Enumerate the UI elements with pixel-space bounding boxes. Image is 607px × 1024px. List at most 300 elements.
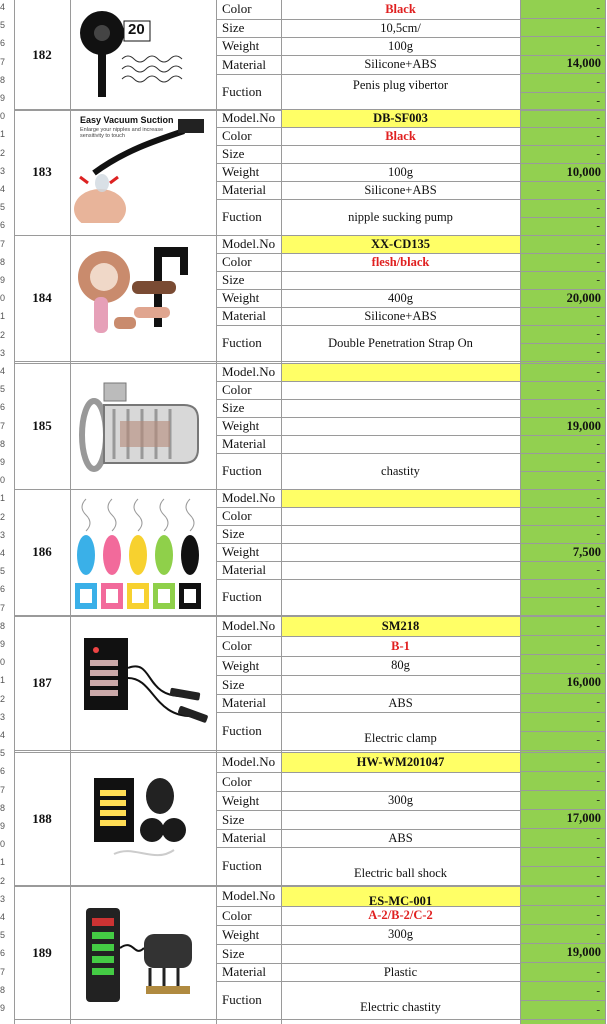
attribute-label: Model.No: [222, 110, 276, 125]
row-number: 8: [0, 74, 6, 85]
price-value: 10,000: [566, 164, 601, 179]
row-number: 1: [0, 857, 6, 868]
grid-line: [520, 597, 605, 598]
attribute-value: [281, 381, 520, 399]
price-placeholder-dash: -: [596, 94, 600, 107]
price-value: 14,000: [566, 56, 601, 71]
price-placeholder-dash: -: [596, 927, 600, 940]
product-image: [74, 888, 212, 1017]
product-image: [74, 754, 212, 883]
grid-line: [70, 0, 71, 1024]
grid-line: [520, 654, 605, 655]
price-placeholder-dash: -: [596, 274, 600, 286]
attribute-label: Color: [222, 907, 252, 923]
grid-line: [520, 981, 605, 982]
price-placeholder-dash: -: [596, 889, 600, 902]
grid-line: [216, 675, 520, 676]
grid-line: [216, 55, 520, 56]
grid-line: [14, 750, 605, 751]
grid-line: [216, 127, 520, 128]
attribute-label: Material: [222, 308, 267, 323]
attribute-value: Electric ball shock: [353, 866, 448, 880]
row-number: 3: [0, 529, 6, 540]
attribute-label: Size: [222, 676, 245, 692]
row-number: 2: [0, 511, 6, 522]
grid-line: [520, 435, 605, 436]
attribute-value: [281, 810, 520, 829]
attribute-label: Size: [222, 526, 245, 541]
attribute-value: 10,5cm/: [380, 20, 421, 35]
grid-line: [281, 0, 282, 1024]
grid-line: [216, 453, 520, 454]
row-number: 6: [0, 220, 6, 231]
grid-line: [520, 866, 605, 867]
attribute-label: Weight: [222, 792, 260, 808]
attribute-label: Color: [222, 382, 252, 397]
row-number: 7: [0, 784, 6, 795]
attribute-value: Penis plug vibertor: [352, 78, 449, 92]
grid-line: [520, 471, 605, 472]
grid-line: [520, 381, 605, 382]
price-placeholder-dash: -: [596, 1003, 600, 1016]
grid-line: [520, 343, 605, 344]
attribute-value: 100g: [388, 164, 413, 179]
product-number: 186: [32, 544, 52, 559]
price-placeholder-dash: -: [596, 148, 600, 160]
attribute-value: [281, 772, 520, 791]
attribute-value: [281, 579, 520, 615]
grid-line: [216, 579, 520, 580]
attribute-label: Size: [222, 945, 245, 961]
attribute-value: [281, 399, 520, 417]
row-number: 0: [0, 475, 6, 486]
attribute-value: 80g: [391, 658, 410, 672]
price-placeholder-dash: -: [596, 774, 600, 787]
attribute-value: ABS: [388, 830, 413, 845]
row-number: 9: [0, 639, 6, 649]
price-placeholder-dash: -: [596, 619, 600, 632]
grid-line: [14, 235, 605, 236]
image-caption: 20: [128, 21, 145, 38]
attribute-label: Fuction: [222, 858, 262, 873]
attribute-label: Weight: [222, 926, 260, 942]
row-number: 2: [0, 329, 6, 340]
grid-line: [520, 543, 605, 544]
product-number: 183: [32, 164, 52, 179]
attribute-label: Model.No: [222, 888, 276, 903]
grid-line: [520, 145, 605, 146]
attribute-label: Material: [222, 562, 267, 577]
price-placeholder-dash: -: [596, 638, 600, 651]
attribute-value: [281, 271, 520, 289]
attribute-value: [281, 435, 520, 453]
attribute-value: [281, 561, 520, 579]
row-number: 2: [0, 875, 6, 886]
grid-line: [216, 906, 520, 907]
price-placeholder-dash: -: [596, 908, 600, 921]
attribute-label: Size: [222, 146, 245, 161]
attribute-label: Fuction: [222, 589, 262, 604]
product-number: 189: [32, 944, 52, 960]
grid-line: [14, 886, 605, 887]
attribute-value: [281, 543, 520, 561]
row-number: 6: [0, 402, 6, 413]
attribute-label: Fuction: [222, 84, 262, 99]
product-image: [74, 491, 212, 613]
image-caption: Easy Vacuum Suction: [80, 115, 174, 125]
grid-line: [216, 0, 217, 1024]
price-placeholder-dash: -: [596, 2, 600, 15]
attribute-label: Weight: [222, 544, 260, 559]
grid-line: [520, 0, 521, 1024]
grid-line: [14, 361, 605, 362]
product-number: 188: [32, 810, 52, 826]
price-placeholder-dash: -: [596, 600, 600, 612]
grid-line: [216, 981, 520, 982]
grid-line: [520, 73, 605, 74]
strap-on-icon: [74, 237, 212, 359]
row-number: 7: [0, 420, 6, 431]
grid-line: [216, 381, 520, 382]
attribute-value: [281, 489, 520, 507]
grid-line: [520, 507, 605, 508]
price-placeholder-dash: -: [596, 220, 600, 232]
attribute-label: Color: [222, 508, 252, 523]
row-number: 8: [0, 620, 6, 631]
grid-line: [520, 289, 605, 290]
attribute-label: Color: [222, 128, 252, 143]
row-number: 0: [0, 111, 6, 122]
price-placeholder-dash: -: [596, 696, 600, 709]
row-number: 1: [0, 675, 6, 686]
price-placeholder-dash: -: [596, 510, 600, 522]
product-number: 184: [32, 290, 52, 305]
attribute-value: [281, 417, 520, 435]
grid-line: [520, 217, 605, 218]
price-placeholder-dash: -: [596, 965, 600, 978]
grid-line: [520, 399, 605, 400]
row-number: 5: [0, 384, 6, 395]
attribute-label: Weight: [222, 164, 260, 179]
attribute-value: SM218: [281, 616, 520, 636]
price-placeholder-dash: -: [596, 328, 600, 340]
attribute-value: Black: [385, 128, 416, 143]
attribute-label: Weight: [222, 290, 260, 305]
row-number: 5: [0, 202, 6, 213]
attribute-value: XX-CD135: [281, 235, 520, 253]
price-placeholder-dash: -: [596, 528, 600, 540]
attribute-value: [281, 363, 520, 381]
attribute-label: Color: [222, 254, 252, 269]
attribute-value: Silicone+ABS: [364, 308, 437, 323]
row-number: 8: [0, 802, 6, 813]
attribute-label: Weight: [222, 657, 260, 673]
row-number: 1: [0, 493, 6, 504]
row-number: 8: [0, 984, 6, 995]
attribute-value: 300g: [388, 793, 413, 807]
row-number: 1: [0, 311, 6, 322]
attribute-value: [281, 675, 520, 694]
grid-line: [520, 92, 605, 93]
attribute-label: Color: [222, 1, 252, 16]
grid-line: [520, 673, 605, 674]
attribute-value: Silicone+ABS: [364, 57, 437, 71]
price-placeholder-dash: -: [596, 39, 600, 52]
attribute-label: Material: [222, 964, 267, 979]
price-placeholder-dash: -: [596, 202, 600, 214]
grid-line: [520, 181, 605, 182]
electric-ball-shock-icon: [74, 754, 212, 883]
price-placeholder-dash: -: [596, 657, 600, 670]
price-placeholder-dash: -: [596, 112, 600, 124]
grid-line: [216, 829, 520, 830]
grid-line: [520, 36, 605, 37]
row-number: 0: [0, 839, 6, 850]
grid-line: [216, 712, 520, 713]
price-placeholder-dash: -: [596, 582, 600, 594]
attribute-value: [281, 525, 520, 543]
grid-line: [14, 489, 605, 490]
grid-line: [216, 399, 520, 400]
attribute-label: Model.No: [222, 618, 276, 633]
grid-line: [520, 271, 605, 272]
price-placeholder-dash: -: [596, 346, 600, 358]
price-value: 17,000: [566, 811, 601, 825]
grid-line: [520, 525, 605, 526]
row-number: 7: [0, 602, 6, 613]
price-placeholder-dash: -: [596, 474, 600, 486]
product-number: 187: [32, 675, 52, 690]
attribute-label: Color: [222, 773, 252, 789]
electric-clamp-icon: [74, 618, 212, 743]
row-number: 6: [0, 584, 6, 595]
attribute-value: Electric clamp: [364, 731, 437, 745]
attribute-value: 100g: [388, 38, 413, 53]
attribute-value: ABS: [388, 695, 413, 710]
attribute-label: Model.No: [222, 754, 276, 769]
row-number: 4: [0, 184, 6, 194]
grid-line: [216, 656, 520, 657]
price-value: 20,000: [566, 290, 601, 305]
grid-line: [216, 694, 520, 695]
attribute-label: Material: [222, 436, 267, 451]
attribute-value: Black: [385, 1, 416, 16]
grid-line: [216, 37, 520, 38]
row-number: 8: [0, 438, 6, 449]
price-placeholder-dash: -: [596, 734, 600, 747]
grid-line: [216, 199, 520, 200]
grid-line: [216, 19, 520, 20]
attribute-label: Material: [222, 182, 267, 197]
grid-line: [14, 363, 605, 364]
grid-line: [14, 752, 605, 753]
attribute-label: Color: [222, 638, 252, 653]
grid-line: [520, 828, 605, 829]
attribute-value: A-2/B-2/C-2: [368, 908, 433, 922]
grid-line: [216, 525, 520, 526]
row-number: 1: [0, 129, 6, 140]
grid-line: [216, 944, 520, 945]
price-placeholder-dash: -: [596, 793, 600, 806]
vibrating-eggs-icon: [74, 491, 212, 613]
product-number: 182: [32, 46, 52, 62]
grid-line: [216, 181, 520, 182]
product-image: [74, 111, 212, 233]
attribute-value: [281, 145, 520, 163]
row-number: 9: [0, 821, 6, 831]
grid-line: [520, 771, 605, 772]
grid-line: [520, 847, 605, 848]
grid-line: [520, 127, 605, 128]
product-number: 185: [32, 418, 52, 433]
price-value: 19,000: [566, 945, 601, 959]
attribute-value: 300g: [388, 927, 413, 941]
price-placeholder-dash: -: [596, 310, 600, 322]
row-number: 6: [0, 38, 6, 49]
grid-line: [216, 145, 520, 146]
grid-line: [605, 0, 606, 1024]
grid-line: [216, 325, 520, 326]
row-number: 3: [0, 165, 6, 176]
grid-line: [216, 963, 520, 964]
attribute-value: ES-MC-001: [281, 886, 520, 906]
price-placeholder-dash: -: [596, 438, 600, 450]
grid-line: [520, 325, 605, 326]
row-number: 6: [0, 948, 6, 959]
grid-line: [520, 163, 605, 164]
price-placeholder-dash: -: [596, 184, 600, 196]
grid-line: [14, 0, 15, 1024]
row-number: 8: [0, 256, 6, 267]
attribute-label: Material: [222, 56, 267, 72]
grid-line: [216, 289, 520, 290]
grid-line: [216, 307, 520, 308]
grid-line: [216, 810, 520, 811]
grid-line: [520, 635, 605, 636]
row-number: 0: [0, 657, 6, 668]
grid-line: [216, 636, 520, 637]
row-number: 3: [0, 893, 6, 904]
attribute-value: Plastic: [383, 964, 418, 979]
grid-line: [520, 18, 605, 19]
row-number: 9: [0, 1003, 6, 1013]
attribute-value: HW-WM201047: [281, 752, 520, 772]
price-placeholder-dash: -: [596, 984, 600, 997]
image-subcaption: Enlarge your nipples and increase sensitivity to touch: [80, 127, 164, 139]
grid-line: [216, 507, 520, 508]
grid-line: [520, 453, 605, 454]
price-placeholder-dash: -: [596, 76, 600, 89]
grid-line: [216, 543, 520, 544]
grid-line: [216, 253, 520, 254]
row-number: 4: [0, 730, 6, 740]
attribute-label: Material: [222, 830, 267, 845]
grid-line: [216, 271, 520, 272]
grid-line: [216, 417, 520, 418]
attribute-label: Fuction: [222, 723, 262, 738]
price-placeholder-dash: -: [596, 456, 600, 468]
row-number: 7: [0, 238, 6, 249]
price-placeholder-dash: -: [596, 256, 600, 268]
grid-line: [520, 809, 605, 810]
grid-line: [216, 163, 520, 164]
attribute-label: Size: [222, 272, 245, 287]
grid-line: [520, 417, 605, 418]
price-placeholder-dash: -: [596, 130, 600, 142]
attribute-label: Size: [222, 400, 245, 415]
grid-line: [216, 435, 520, 436]
attribute-value: nipple sucking pump: [348, 209, 453, 224]
row-number: 5: [0, 566, 6, 577]
grid-line: [520, 199, 605, 200]
grid-line: [520, 1000, 605, 1001]
product-image: [74, 365, 212, 487]
grid-line: [216, 925, 520, 926]
grid-line: [520, 943, 605, 944]
grid-line: [520, 712, 605, 713]
attribute-value: Double Penetration Strap On: [328, 335, 473, 350]
price-placeholder-dash: -: [596, 238, 600, 250]
row-number: 9: [0, 275, 6, 285]
row-number: 2: [0, 693, 6, 704]
attribute-label: Weight: [222, 418, 260, 433]
product-image: [74, 618, 212, 748]
price-placeholder-dash: -: [596, 831, 600, 844]
grid-line: [520, 561, 605, 562]
grid-line: [14, 109, 605, 110]
row-number: 6: [0, 766, 6, 777]
grid-line: [14, 1019, 605, 1020]
row-number: 2: [0, 147, 6, 158]
attribute-value: B-1: [391, 638, 410, 653]
grid-line: [520, 253, 605, 254]
row-number: 3: [0, 711, 6, 722]
grid-line: [14, 616, 605, 617]
grid-line: [216, 772, 520, 773]
price-placeholder-dash: -: [596, 869, 600, 882]
attribute-value: [281, 507, 520, 525]
grid-line: [520, 905, 605, 906]
grid-line: [216, 847, 520, 848]
grid-line: [520, 579, 605, 580]
row-number: 4: [0, 548, 6, 558]
attribute-value: Silicone+ABS: [364, 182, 437, 197]
grid-line: [520, 962, 605, 963]
product-image: [74, 1, 212, 108]
row-number: 7: [0, 56, 6, 67]
grid-line: [216, 561, 520, 562]
attribute-label: Fuction: [222, 209, 262, 224]
grid-line: [520, 924, 605, 925]
electric-chastity-icon: [74, 888, 212, 1017]
price-placeholder-dash: -: [596, 402, 600, 414]
price-value: 7,500: [572, 544, 601, 559]
row-number: 4: [0, 2, 6, 12]
grid-line: [216, 791, 520, 792]
price-placeholder-dash: -: [596, 850, 600, 863]
price-placeholder-dash: -: [596, 366, 600, 378]
attribute-label: Model.No: [222, 236, 276, 251]
attribute-value: 400g: [388, 290, 413, 305]
chastity-cage-icon: [74, 365, 212, 486]
row-number: 5: [0, 20, 6, 31]
row-number: 0: [0, 293, 6, 304]
attribute-value: DB-SF003: [281, 109, 520, 127]
row-number: 4: [0, 366, 6, 376]
attribute-value: chastity: [381, 463, 420, 478]
attribute-label: Size: [222, 20, 245, 35]
grid-line: [216, 74, 520, 75]
